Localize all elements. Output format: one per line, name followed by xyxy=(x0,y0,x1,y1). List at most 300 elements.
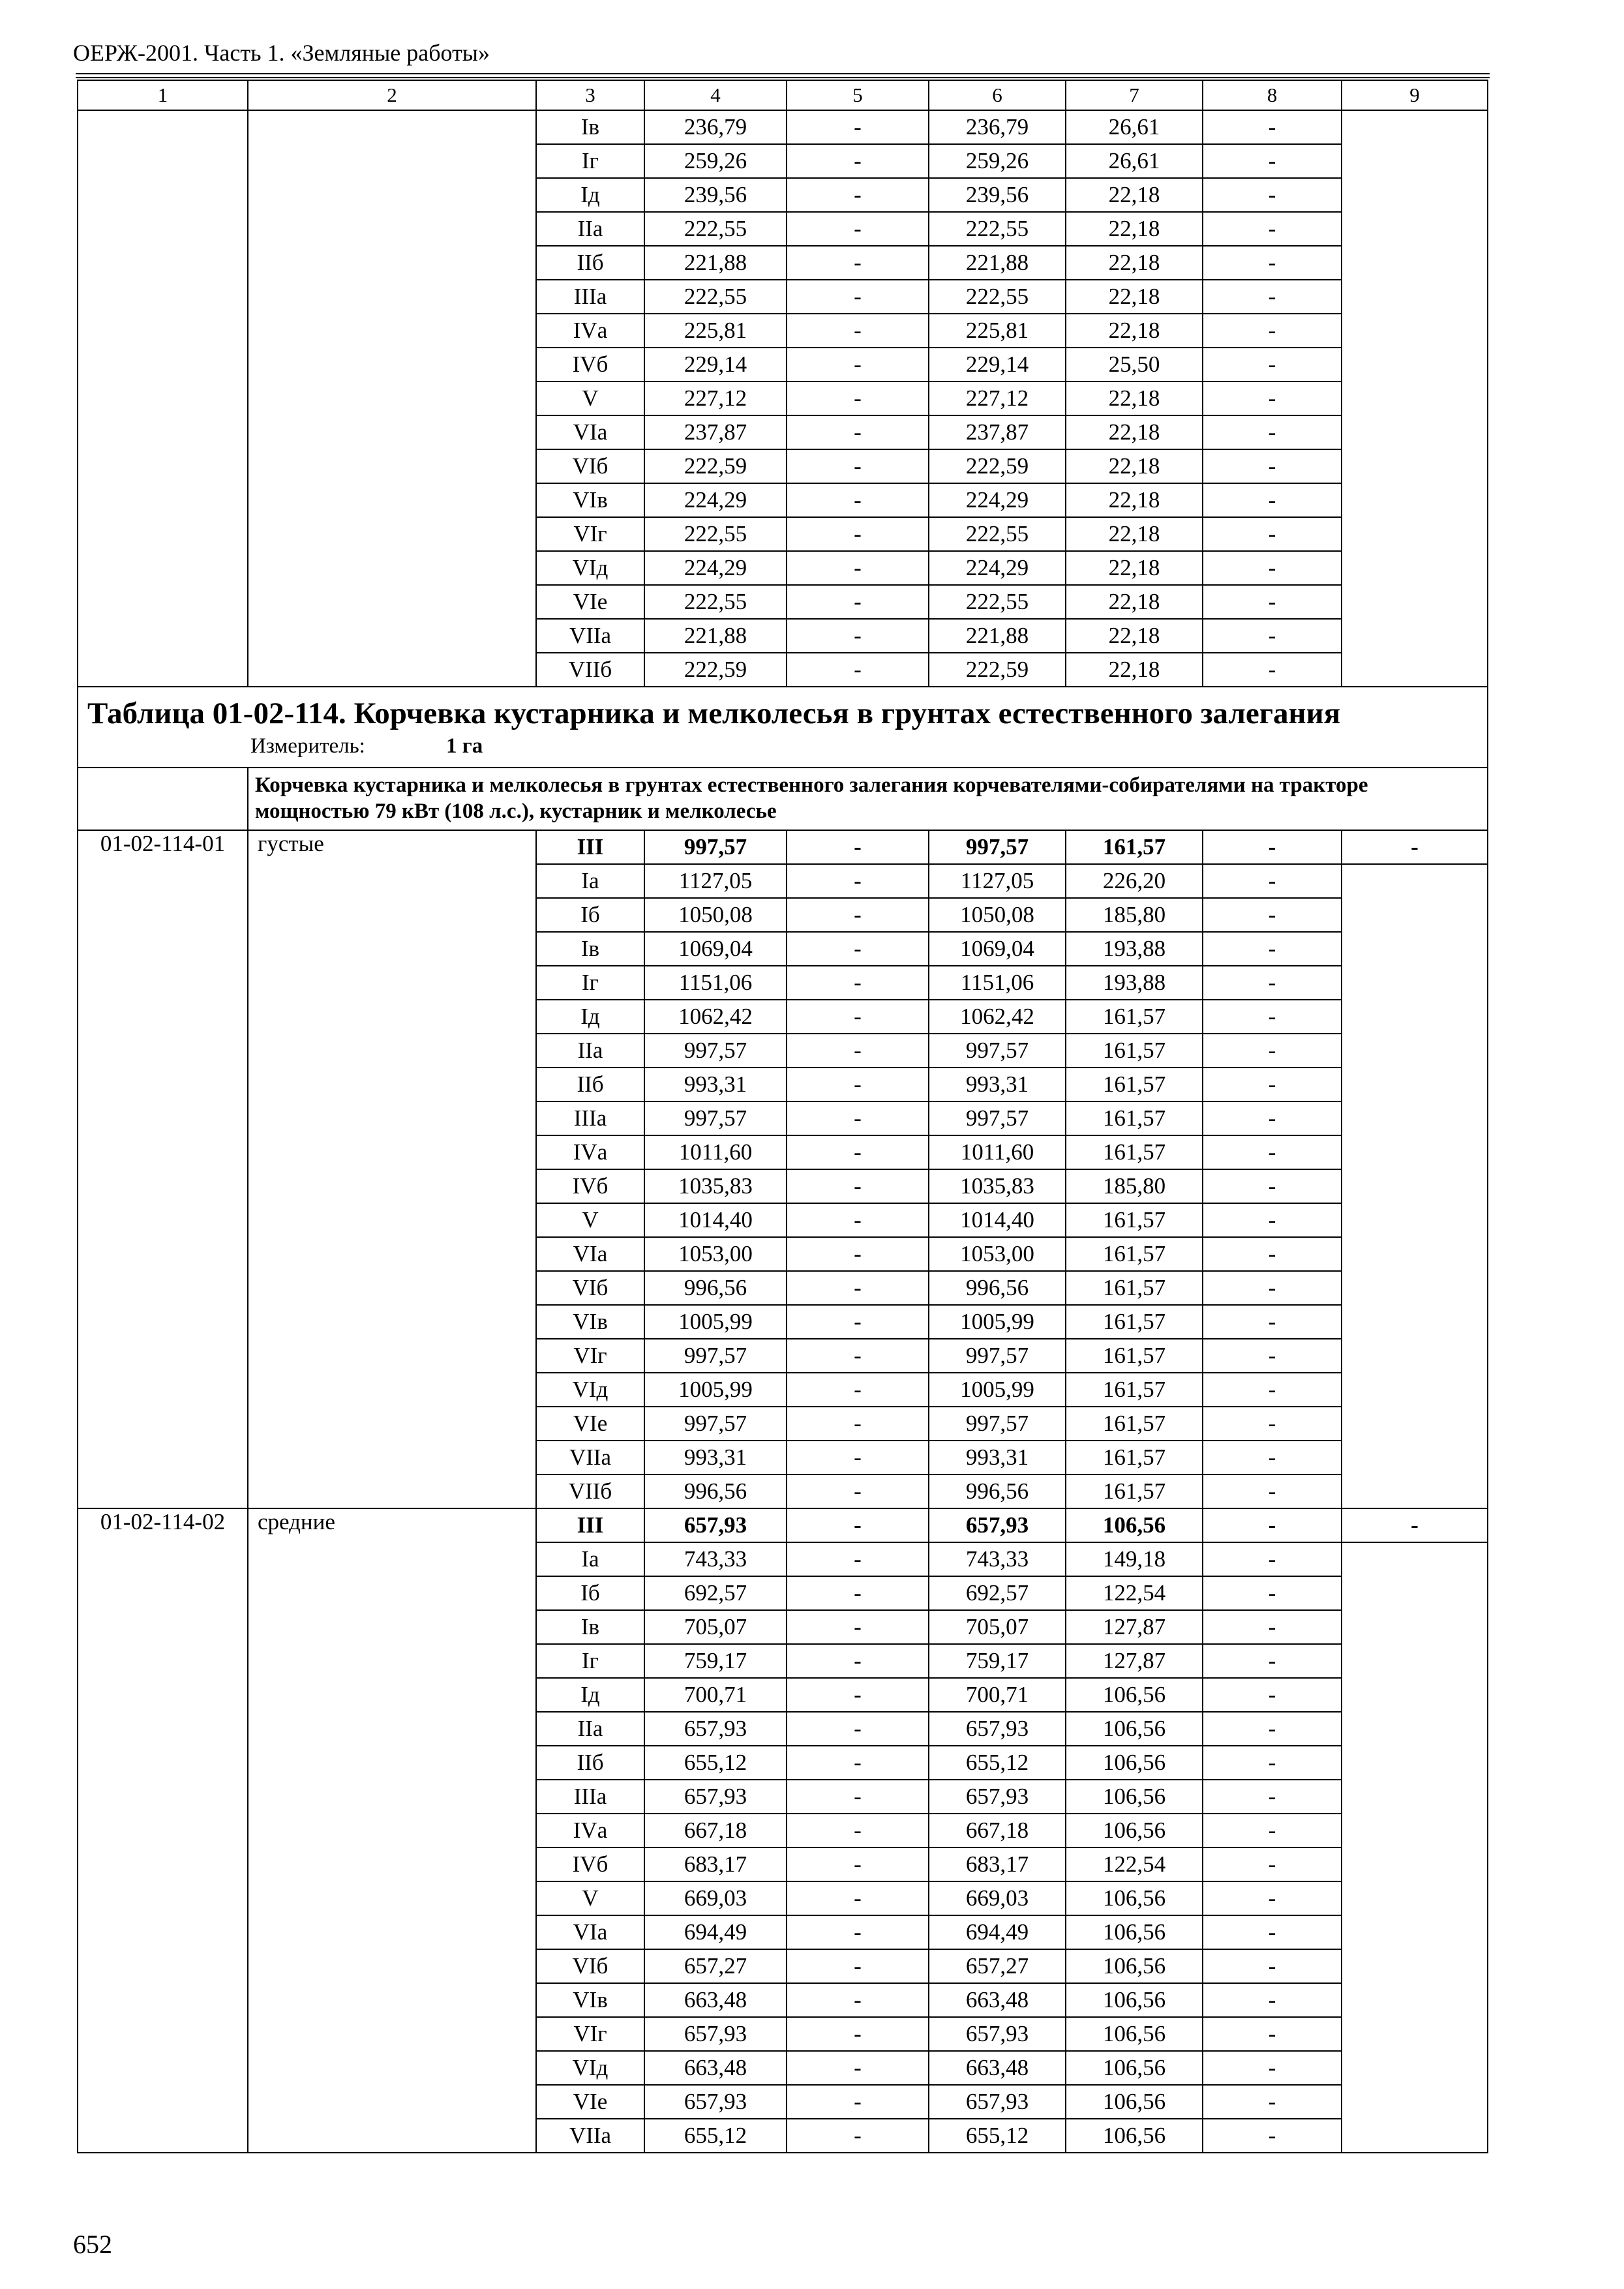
table-cell: 222,55 xyxy=(929,212,1066,246)
table-cell: - xyxy=(1203,1101,1342,1135)
table-cell: - xyxy=(1203,1542,1342,1576)
table-cell: Iд xyxy=(536,1000,644,1034)
table-cell: 259,26 xyxy=(644,144,787,178)
column-number: 5 xyxy=(787,80,929,110)
table-cell: VIг xyxy=(536,517,644,551)
table-cell: VIа xyxy=(536,1237,644,1271)
table-cell: - xyxy=(1203,348,1342,382)
column-number-row xyxy=(78,80,1488,110)
table-cell: - xyxy=(1203,2085,1342,2119)
column-number: 2 xyxy=(248,80,536,110)
table-cell: 997,57 xyxy=(644,1101,787,1135)
section-title-row xyxy=(78,687,1488,768)
table-cell: 1053,00 xyxy=(929,1237,1066,1271)
table-cell: - xyxy=(787,2119,929,2153)
table-cell: - xyxy=(1203,212,1342,246)
table-cell: 224,29 xyxy=(929,483,1066,517)
table-cell: - xyxy=(1203,449,1342,483)
header-rule xyxy=(76,73,1490,74)
page-number: 652 xyxy=(73,2230,112,2259)
table-cell: 222,59 xyxy=(929,449,1066,483)
table-cell: - xyxy=(787,551,929,585)
table-cell: 1050,08 xyxy=(644,898,787,932)
table-cell: - xyxy=(787,1000,929,1034)
rates-table xyxy=(77,80,1488,2153)
table-cell: - xyxy=(787,1780,929,1814)
table-cell: 705,07 xyxy=(644,1610,787,1644)
table-cell: 705,07 xyxy=(929,1610,1066,1644)
table-cell: VIIб xyxy=(536,653,644,687)
table-cell: - xyxy=(787,1814,929,1848)
table-cell: 700,71 xyxy=(644,1678,787,1712)
table-cell: 759,17 xyxy=(929,1644,1066,1678)
table-cell: 22,18 xyxy=(1066,551,1203,585)
table-cell: 22,18 xyxy=(1066,382,1203,415)
table-cell: 1062,42 xyxy=(644,1000,787,1034)
description-cell: Корчевка кустарника и мелколесья в грунтах естественного залегания корчевателями-собирателями на тракторе мощностью 79 кВт (108 л.с.), кустарник и мелколесье xyxy=(248,768,1488,830)
table-cell: - xyxy=(1203,1848,1342,1881)
table-cell: Iв xyxy=(536,932,644,966)
column-number: 8 xyxy=(1203,80,1342,110)
table-cell: 1005,99 xyxy=(644,1373,787,1407)
table-cell: 161,57 xyxy=(1066,1441,1203,1474)
table-cell: 236,79 xyxy=(929,110,1066,144)
table-cell: VIе xyxy=(536,1407,644,1441)
table-cell: - xyxy=(787,212,929,246)
table-cell: 997,57 xyxy=(644,1034,787,1068)
table-cell: - xyxy=(1203,1441,1342,1474)
table-cell: IIб xyxy=(536,1068,644,1101)
table-cell: 224,29 xyxy=(644,483,787,517)
table-cell: 222,55 xyxy=(929,585,1066,619)
table-cell: 221,88 xyxy=(644,619,787,653)
table-cell: 161,57 xyxy=(1066,1237,1203,1271)
table-cell: - xyxy=(1203,1949,1342,1983)
table-cell: 185,80 xyxy=(1066,1169,1203,1203)
table-cell: - xyxy=(787,1237,929,1271)
table-cell: - xyxy=(787,2051,929,2085)
table-cell: 239,56 xyxy=(929,178,1066,212)
table-cell: - xyxy=(787,966,929,1000)
table-cell: 224,29 xyxy=(929,551,1066,585)
table-cell: VIIа xyxy=(536,1441,644,1474)
table-cell: - xyxy=(1203,2119,1342,2153)
table-cell: - xyxy=(1342,1508,1488,1542)
table-cell: 222,55 xyxy=(929,517,1066,551)
table-cell: - xyxy=(787,1746,929,1780)
table-cell: 106,56 xyxy=(1066,1508,1203,1542)
table-cell: - xyxy=(787,1644,929,1678)
table-cell: 1005,99 xyxy=(929,1305,1066,1339)
table-cell: 22,18 xyxy=(1066,280,1203,314)
table-cell: 239,56 xyxy=(644,178,787,212)
table-cell: 161,57 xyxy=(1066,1407,1203,1441)
table-cell: 993,31 xyxy=(929,1441,1066,1474)
table-cell: 655,12 xyxy=(644,1746,787,1780)
col9-cell xyxy=(1342,864,1488,1508)
table-cell: - xyxy=(1203,1746,1342,1780)
table-cell: 993,31 xyxy=(929,1068,1066,1101)
table-cell: - xyxy=(1203,864,1342,898)
table-cell: - xyxy=(787,1915,929,1949)
table-cell: - xyxy=(787,1373,929,1407)
table-cell: 222,59 xyxy=(929,653,1066,687)
table-cell: 655,12 xyxy=(644,2119,787,2153)
rate-name: средние xyxy=(248,1508,536,2153)
table-cell: - xyxy=(1203,966,1342,1000)
table-cell: 225,81 xyxy=(644,314,787,348)
column-number: 3 xyxy=(536,80,644,110)
table-cell: 1014,40 xyxy=(644,1203,787,1237)
table-cell: Iа xyxy=(536,864,644,898)
table-cell: - xyxy=(787,1983,929,2017)
table-cell: IVб xyxy=(536,1169,644,1203)
table-cell: 700,71 xyxy=(929,1678,1066,1712)
table-cell: 1053,00 xyxy=(644,1237,787,1271)
table-cell: - xyxy=(1203,1203,1342,1237)
table-cell: - xyxy=(1203,1983,1342,2017)
table-cell: - xyxy=(787,619,929,653)
table-cell: 22,18 xyxy=(1066,653,1203,687)
table-cell: - xyxy=(1203,110,1342,144)
table-cell: 236,79 xyxy=(644,110,787,144)
table-cell: - xyxy=(1203,1576,1342,1610)
table-cell: 663,48 xyxy=(644,1983,787,2017)
table-cell: - xyxy=(787,483,929,517)
table-cell: 1069,04 xyxy=(929,932,1066,966)
table-cell: - xyxy=(1203,1915,1342,1949)
table-cell: - xyxy=(1203,619,1342,653)
table-cell: 667,18 xyxy=(644,1814,787,1848)
rate-name: густые xyxy=(248,830,536,1508)
measure-label: Измеритель: xyxy=(250,734,365,758)
table-cell: - xyxy=(1203,1305,1342,1339)
column-number: 1 xyxy=(78,80,248,110)
table-cell: - xyxy=(1203,551,1342,585)
table-cell: 22,18 xyxy=(1066,585,1203,619)
table-cell: - xyxy=(1203,1034,1342,1068)
table-cell: 692,57 xyxy=(644,1576,787,1610)
table-cell: 1050,08 xyxy=(929,898,1066,932)
table-cell: 657,93 xyxy=(929,2085,1066,2119)
table-cell: 222,59 xyxy=(644,653,787,687)
table-cell: 694,49 xyxy=(644,1915,787,1949)
table-cell: 259,26 xyxy=(929,144,1066,178)
table-cell: 1151,06 xyxy=(929,966,1066,1000)
table-cell: 683,17 xyxy=(929,1848,1066,1881)
table-cell: 185,80 xyxy=(1066,898,1203,932)
table-cell: 226,20 xyxy=(1066,864,1203,898)
table-cell: 669,03 xyxy=(929,1881,1066,1915)
table-cell: - xyxy=(1203,2051,1342,2085)
table-cell: 25,50 xyxy=(1066,348,1203,382)
table-cell: 1014,40 xyxy=(929,1203,1066,1237)
table-cell: - xyxy=(1203,1508,1342,1542)
measure-unit xyxy=(250,732,1478,760)
table-cell: 237,87 xyxy=(929,415,1066,449)
description-blank xyxy=(78,768,248,830)
table-cell: - xyxy=(1203,2017,1342,2051)
table-cell: 22,18 xyxy=(1066,212,1203,246)
table-cell: 997,57 xyxy=(644,830,787,864)
table-cell: 237,87 xyxy=(644,415,787,449)
table-cell: 106,56 xyxy=(1066,1678,1203,1712)
table-cell: - xyxy=(787,314,929,348)
table-cell: - xyxy=(1203,1169,1342,1203)
table-cell: 993,31 xyxy=(644,1068,787,1101)
table-cell: 996,56 xyxy=(929,1474,1066,1508)
table-cell: Iа xyxy=(536,1542,644,1576)
table-cell: 222,55 xyxy=(644,280,787,314)
table-cell: 106,56 xyxy=(1066,1746,1203,1780)
table-cell: - xyxy=(787,382,929,415)
table-cell: - xyxy=(1203,1000,1342,1034)
table-cell: - xyxy=(787,1881,929,1915)
table-cell: VIг xyxy=(536,1339,644,1373)
table-cell: 692,57 xyxy=(929,1576,1066,1610)
table-cell: 22,18 xyxy=(1066,314,1203,348)
table-cell: 1127,05 xyxy=(929,864,1066,898)
table-cell: 1005,99 xyxy=(929,1373,1066,1407)
table-cell: - xyxy=(787,1305,929,1339)
page-header: ОЕРЖ-2001. Часть 1. «Земляные работы» xyxy=(73,40,490,66)
table-cell: 683,17 xyxy=(644,1848,787,1881)
table-cell: 229,14 xyxy=(929,348,1066,382)
table-cell: 149,18 xyxy=(1066,1542,1203,1576)
table-cell: 106,56 xyxy=(1066,1881,1203,1915)
table-cell: - xyxy=(1203,932,1342,966)
table-cell: V xyxy=(536,382,644,415)
table-cell: Iг xyxy=(536,966,644,1000)
table-cell: Iд xyxy=(536,1678,644,1712)
table-cell: VIд xyxy=(536,2051,644,2085)
table-cell: IIа xyxy=(536,1034,644,1068)
table-cell: - xyxy=(1203,483,1342,517)
table-cell: 657,93 xyxy=(929,1508,1066,1542)
table-cell: 161,57 xyxy=(1066,1068,1203,1101)
table-cell: - xyxy=(1203,1135,1342,1169)
table-cell: - xyxy=(1203,314,1342,348)
table-cell: 1069,04 xyxy=(644,932,787,966)
table-cell: 106,56 xyxy=(1066,2017,1203,2051)
table-cell: 1127,05 xyxy=(644,864,787,898)
table-cell: 222,55 xyxy=(644,585,787,619)
table-cell: - xyxy=(787,280,929,314)
table-cell: IVб xyxy=(536,1848,644,1881)
table-cell: - xyxy=(787,1135,929,1169)
rate-code: 01-02-114-01 xyxy=(78,830,248,1508)
table-cell: III xyxy=(536,830,644,864)
table-cell: VIа xyxy=(536,415,644,449)
table-cell: 1062,42 xyxy=(929,1000,1066,1034)
table-cell: - xyxy=(1203,144,1342,178)
table-cell: 221,88 xyxy=(929,246,1066,280)
table-cell: - xyxy=(787,2085,929,2119)
table-cell: - xyxy=(787,1712,929,1746)
table-cell: VIв xyxy=(536,1305,644,1339)
table-cell: 663,48 xyxy=(929,2051,1066,2085)
table-cell: IVа xyxy=(536,1135,644,1169)
description-row xyxy=(78,768,1488,830)
table-cell: VIв xyxy=(536,483,644,517)
table-cell: IIб xyxy=(536,246,644,280)
table-cell: 161,57 xyxy=(1066,1474,1203,1508)
column-number: 7 xyxy=(1066,80,1203,110)
table-cell: - xyxy=(787,1542,929,1576)
table-cell: - xyxy=(1203,178,1342,212)
section-title-cell xyxy=(78,687,1488,768)
table-cell: - xyxy=(787,348,929,382)
table-cell: Iг xyxy=(536,1644,644,1678)
table-cell: 22,18 xyxy=(1066,517,1203,551)
table-cell: 1035,83 xyxy=(929,1169,1066,1203)
table-cell: 22,18 xyxy=(1066,246,1203,280)
table-cell: 161,57 xyxy=(1066,830,1203,864)
table-cell: 743,33 xyxy=(929,1542,1066,1576)
table-cell: - xyxy=(1203,1271,1342,1305)
table-cell: - xyxy=(787,1271,929,1305)
table-cell: 122,54 xyxy=(1066,1848,1203,1881)
table-cell: 161,57 xyxy=(1066,1339,1203,1373)
table-cell: IIIа xyxy=(536,1101,644,1135)
table-cell: - xyxy=(787,144,929,178)
column-number: 9 xyxy=(1342,80,1488,110)
table-cell: 161,57 xyxy=(1066,1101,1203,1135)
table-cell: - xyxy=(787,898,929,932)
table-cell: 225,81 xyxy=(929,314,1066,348)
table-cell: 193,88 xyxy=(1066,932,1203,966)
table-cell: IVа xyxy=(536,1814,644,1848)
table-cell: 106,56 xyxy=(1066,2085,1203,2119)
table-cell: - xyxy=(1203,585,1342,619)
table-cell: Iв xyxy=(536,1610,644,1644)
table-cell: 996,56 xyxy=(644,1271,787,1305)
table-cell: 743,33 xyxy=(644,1542,787,1576)
rate-code: 01-02-114-02 xyxy=(78,1508,248,2153)
table-cell: - xyxy=(1203,1780,1342,1814)
table-cell: 997,57 xyxy=(929,1407,1066,1441)
table-cell: 161,57 xyxy=(1066,1135,1203,1169)
table-title: Таблица 01-02-114. Корчевка кустарника и мелколесья в грунтах естественного залегания xyxy=(87,696,1341,730)
table-cell: VIд xyxy=(536,551,644,585)
table-cell: - xyxy=(1203,1407,1342,1441)
table-cell: VIб xyxy=(536,1949,644,1983)
table-cell: - xyxy=(787,830,929,864)
table-cell: IIIа xyxy=(536,1780,644,1814)
table-cell: 106,56 xyxy=(1066,1780,1203,1814)
table-cell: 229,14 xyxy=(644,348,787,382)
table-cell: 663,48 xyxy=(644,2051,787,2085)
table-cell: 1011,60 xyxy=(644,1135,787,1169)
table-cell: 22,18 xyxy=(1066,619,1203,653)
table-cell: VIIа xyxy=(536,2119,644,2153)
table-cell: 106,56 xyxy=(1066,2051,1203,2085)
table-cell: 222,55 xyxy=(644,212,787,246)
table-cell: - xyxy=(1203,246,1342,280)
table-cell: IIIа xyxy=(536,280,644,314)
table-cell: - xyxy=(787,2017,929,2051)
table-cell: - xyxy=(787,932,929,966)
header-rule-2 xyxy=(76,77,1490,78)
table-cell: 22,18 xyxy=(1066,178,1203,212)
table-cell: 22,18 xyxy=(1066,415,1203,449)
table-cell: 997,57 xyxy=(644,1339,787,1373)
table-cell: - xyxy=(1203,1474,1342,1508)
table-cell: 657,93 xyxy=(644,2017,787,2051)
table-cell: V xyxy=(536,1881,644,1915)
table-cell: 997,57 xyxy=(929,1101,1066,1135)
table-cell: - xyxy=(1203,1237,1342,1271)
table-cell: 222,59 xyxy=(644,449,787,483)
table-cell: - xyxy=(787,1678,929,1712)
table-cell: VIа xyxy=(536,1915,644,1949)
table-cell: 996,56 xyxy=(644,1474,787,1508)
table-cell: 222,55 xyxy=(644,517,787,551)
table-cell: Iв xyxy=(536,110,644,144)
table-cell: VIг xyxy=(536,2017,644,2051)
table-cell: 161,57 xyxy=(1066,1203,1203,1237)
table-cell: Iб xyxy=(536,1576,644,1610)
table-cell: 997,57 xyxy=(929,1339,1066,1373)
table-cell: - xyxy=(1203,1339,1342,1373)
table-cell: - xyxy=(1203,1373,1342,1407)
table-cell: - xyxy=(787,449,929,483)
table-cell: - xyxy=(1203,1814,1342,1848)
table-cell: - xyxy=(1203,1712,1342,1746)
table-cell: IIа xyxy=(536,212,644,246)
table-cell: - xyxy=(1203,1678,1342,1712)
table-cell: 26,61 xyxy=(1066,110,1203,144)
table-cell: 657,93 xyxy=(929,2017,1066,2051)
table-cell: - xyxy=(1203,830,1342,864)
table-cell: 22,18 xyxy=(1066,449,1203,483)
table-cell: 161,57 xyxy=(1066,1373,1203,1407)
table-cell: - xyxy=(1203,1068,1342,1101)
table-cell: - xyxy=(787,1068,929,1101)
table-cell: 106,56 xyxy=(1066,1712,1203,1746)
table-cell: - xyxy=(787,1610,929,1644)
table-cell: 227,12 xyxy=(929,382,1066,415)
table-cell: - xyxy=(787,1949,929,1983)
table-cell: - xyxy=(1342,830,1488,864)
table-cell: - xyxy=(787,585,929,619)
table-cell: IIб xyxy=(536,1746,644,1780)
table-cell: - xyxy=(787,178,929,212)
table-cell: 993,31 xyxy=(644,1441,787,1474)
table-cell: 161,57 xyxy=(1066,1000,1203,1034)
table-cell: 657,93 xyxy=(644,1508,787,1542)
table-cell: - xyxy=(1203,898,1342,932)
table-cell: - xyxy=(787,1034,929,1068)
table-cell: 997,57 xyxy=(644,1407,787,1441)
table-cell: VIе xyxy=(536,2085,644,2119)
table-cell: VIд xyxy=(536,1373,644,1407)
table-cell: - xyxy=(787,1441,929,1474)
table-cell: 657,93 xyxy=(644,1712,787,1746)
table-cell: 26,61 xyxy=(1066,144,1203,178)
table-cell: 1005,99 xyxy=(644,1305,787,1339)
table-cell: 1151,06 xyxy=(644,966,787,1000)
table-cell: 224,29 xyxy=(644,551,787,585)
table-cell: VIIа xyxy=(536,619,644,653)
table-cell: - xyxy=(787,110,929,144)
table-cell: 667,18 xyxy=(929,1814,1066,1848)
table-cell: 22,18 xyxy=(1066,483,1203,517)
name-cell xyxy=(248,110,536,687)
table-cell: IVа xyxy=(536,314,644,348)
table-cell: - xyxy=(1203,382,1342,415)
column-number: 6 xyxy=(929,80,1066,110)
